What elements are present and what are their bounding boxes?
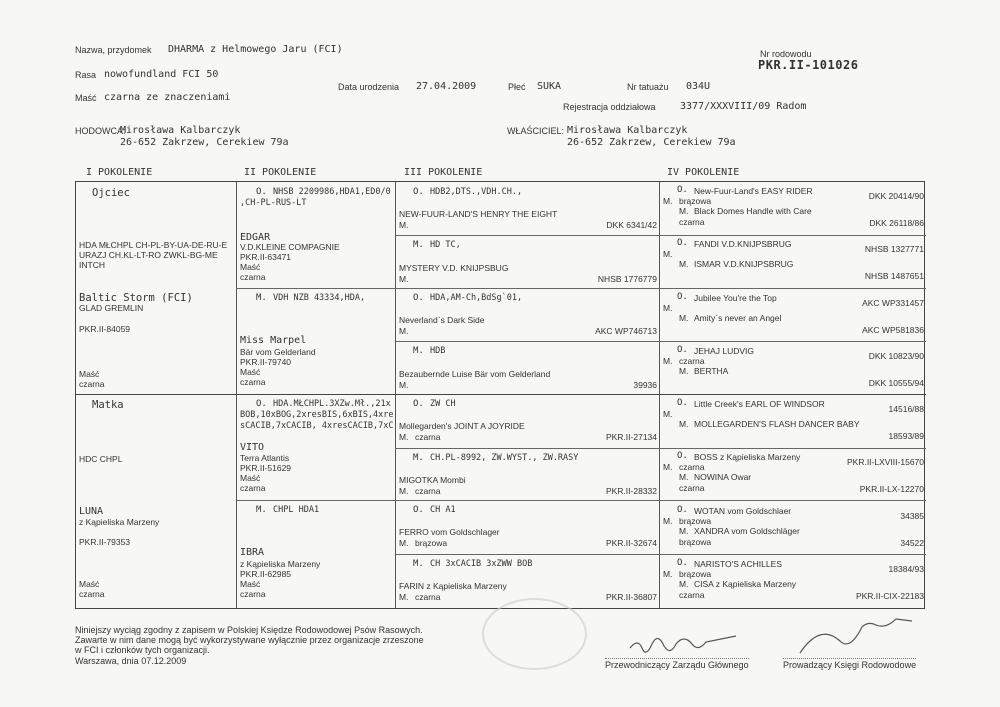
gen2-titles: CHPL HDA1 [273, 505, 320, 515]
gen4-sire-prefix: O. [677, 398, 688, 408]
gen4-sire-name: New-Fuur-Land's EASY RIDER [694, 186, 813, 196]
gen4-dam-name: Amity`s never an Angel [694, 313, 782, 323]
gen2-kennel: Terra Atlantis [240, 453, 290, 463]
mother-titles: HDC CHPL [79, 454, 123, 464]
father-color: czarna [79, 379, 105, 389]
footer-notice: Zawarte w nim dane mogą być wykorzystywane wyłącznie przez organizacje zrzeszone [75, 635, 424, 645]
gen4-dam-prefix: M. [679, 472, 689, 482]
gen3-name: FARIN z Kąpieliska Marzeny [399, 581, 507, 591]
column-header-gen1: I POKOLENIE [86, 167, 153, 178]
gen4-dam-prefix: M. [679, 526, 689, 536]
gen4-sire-reg: 14516/88 [888, 404, 924, 414]
gen4-sire-prefix: O. [677, 558, 688, 568]
gen4-dam-reg: DKK 26118/86 [869, 218, 924, 228]
round-stamp [482, 598, 587, 670]
gen4-sire-sex: M. [663, 356, 673, 366]
gen2-titles: HDA.MŁCHPL.3XZw.Mł.,21x [273, 399, 391, 409]
father-name: Baltic Storm (FCI) [79, 292, 193, 304]
gen3-reg: PKR.II-32674 [605, 538, 657, 548]
gen4-dam-prefix: M. [679, 366, 689, 376]
gen4-dam-name: ISMAR V.D.KNIJPSBRUG [694, 259, 794, 269]
signature-label-chairman: Przewodniczący Zarządu Głównego [605, 660, 749, 670]
gen3-titles: HDA,AM-Ch,BdSg`01, [430, 293, 523, 303]
gen4-sire-color: brązowa [679, 196, 712, 206]
father-kennel: GLAD GREMLIN [79, 303, 144, 313]
gen4-dam-reg: PKR.II-CIX-22183 [855, 591, 924, 601]
gen3-reg: 39936 [633, 380, 657, 390]
sex-label: Płeć [508, 82, 526, 92]
gen2-reg: PKR.II-62985 [240, 569, 292, 579]
gen3-name: Mollegarden's JOINT A JOYRIDE [399, 421, 525, 431]
gen4-sire-sex: M. [663, 569, 673, 579]
gen4-dam-reg: AKC WP581836 [862, 325, 924, 335]
gen4-sire-prefix: O. [677, 505, 688, 515]
column-header-gen4: IV POKOLENIE [667, 167, 740, 178]
gen4-dam-color: czarna [679, 483, 705, 493]
gen3-reg: PKR.II-28332 [605, 486, 657, 496]
owner-label: WŁAŚCICIEL: [507, 126, 565, 136]
gen4-dam-reg: 34522 [900, 538, 924, 548]
pedigree-table: Ojciec HDA MŁCHPL CH-PL-BY-UA-DE-RU-E URAZJ CH.KL-LT-RO ZWKL-BG-ME INTCH Baltic Storm (FCI) GLAD GREMLIN PKR.II-84059 Maść czarna Matka HDC CHPL LUNA z Kąpieliska Marzeny PKR.II-79353 Maść czarna O. NHSB 2209986,HDA1,ED0/0 ,CH-PL-RUS-LT EDGAR V.D.KLEINE COMPAGNIE PKR.II-63471 Maść czarna M. VDH NZB 43334,HDA, Miss Marpel Bär vom Gelderland PKR.II-79740 Maść czarna O. HDA.MŁCHPL.3XZw.Mł.,21x BOB,10xBOG,2xresBIS,6xBIS,4xre sCACIB,7xCACIB, 4xresCACIB,7xC VITO Terra Atlantis PKR.II-51629 Maść czarna M. CHPL HDA1 IBRA z Kąpieliska Marzeny PKR.II-62985 Maść czarna O. HDB2,DTS.,VDH.CH., NEW-FUUR-LAND'S HENRY THE EIGHT M. DKK 6341/42 M. HD TC, MYSTERY V.D. KNIJPSBUG M. NHSB 1776779 O. HDA,AM-Ch,BdSg`01, Neverland`s Dark Side M. AKC WP746713 M. HDB Bezaubernde Luise Bär vom Gelderland M. 39936 O. ZW CH Mollegarden's JOINT A JOYRIDE M. czarna PKR.II-27134 M. CH.PL-8992, ZW.WYST., ZW.RASY MIGOTKA Mombi M. czarna PKR.II-28332 O. CH A1 FERRO vom Goldschlager M. brązowa PKR.II-32674 M. CH 3xCACIB 3xZWW BOB FARIN z Kąpieliska Marzeny M. czarna PKR.II-36807 O. New-Fuur-Land's EASY RIDER M. brązowa DKK 20414/90 M. Black Domes Handle with Care czarna DKK 26118/86 O. FANDI V.D.KNIJPSBRUG M. NHSB 1327771 M. ISMAR V.D.KNIJPSBRUG NHSB 1487651 O. Jubilee You're the Top M. AKC WP331457 M. Amity`s never an Angel AKC WP581836 O. JEHAJ LUDVIG M. czarna DKK 10823/90 M. BERTHA DKK 10555/94 O. Little Creek's EARL OF WINDSOR M. 14516/88 M. MOLLEGARDEN'S FLASH DANCER BABY 18593/89 O. BOSS z Kąpieliska Marzeny M. czarna PKR.II-LXVIII-15670 M. NOWINA Owar czarna PKR.II-LX-12270 O. WOTAN vom Goldschlaer M. brązowa 34385 M. XANDRA vom Goldschläger brązowa 34522 O. NARISTO'S ACHILLES M. brązowa 18384/93 M. CISA z Kąpieliska Marzeny czarna PKR.II-CIX-22183 [75, 181, 925, 609]
gen4-dam-prefix: M. [679, 259, 689, 269]
gen3-titles: CH.PL-8992, ZW.WYST., ZW.RASY [430, 453, 579, 463]
father-reg: PKR.II-84059 [79, 324, 131, 334]
mother-name: LUNA [79, 506, 104, 517]
gen4-dam-prefix: M. [679, 206, 689, 216]
father-titles: HDA MŁCHPL CH-PL-BY-UA-DE-RU-E [79, 240, 228, 250]
gen4-dam-color: czarna [679, 217, 705, 227]
father-color-label: Maść [79, 369, 100, 379]
gen4-sire-name: Jubilee You're the Top [694, 293, 777, 303]
issue-date: Warszawa, dnia 07.12.2009 [75, 656, 187, 666]
gen4-dam-reg: NHSB 1487651 [864, 271, 924, 281]
gen4-sire-sex: M. [663, 196, 673, 206]
gen4-sire-name: JEHAJ LUDVIG [694, 346, 754, 356]
branch-value: 3377/XXXVIII/09 Radom [680, 101, 807, 112]
gen4-dam-name: MOLLEGARDEN'S FLASH DANCER BABY [694, 419, 860, 429]
gen2-kennel: z Kąpieliska Marzeny [240, 559, 321, 569]
gen4-dam-color: brązowa [679, 537, 712, 547]
gen4-sire-prefix: O. [677, 185, 688, 195]
gen4-sire-name: FANDI V.D.KNIJPSBRUG [694, 239, 792, 249]
gen2-kennel: Bär vom Gelderland [240, 347, 316, 357]
gen4-dam-name: NOWINA Owar [694, 472, 752, 482]
gen2-kennel: V.D.KLEINE COMPAGNIE [240, 242, 340, 252]
gen4-dam-prefix: M. [679, 579, 689, 589]
gen4-sire-reg: DKK 20414/90 [868, 191, 924, 201]
gen2-name: EDGAR [240, 232, 271, 243]
gen2-reg: PKR.II-79740 [240, 357, 292, 367]
gen2-color: czarna [240, 377, 266, 387]
breeder-name: Mirosława Kalbarczyk [120, 125, 241, 136]
gen3-name: FERRO vom Goldschlager [399, 527, 500, 537]
sex-value: SUKA [537, 81, 562, 92]
breed-label: Rasa [75, 70, 97, 80]
gen3-color: czarna [415, 432, 441, 442]
gen2-color-label: Maść [240, 579, 261, 589]
gen4-dam-color: czarna [679, 590, 705, 600]
gen3-name: Bezaubernde Luise Bär vom Gelderland [399, 369, 551, 379]
owner-name: Mirosława Kalbarczyk [567, 125, 688, 136]
gen3-titles: HD TC, [430, 240, 461, 250]
gen3-name: MIGOTKA Mombi [399, 475, 466, 485]
gen2-color-label: Maść [240, 473, 261, 483]
gen4-dam-name: CISA z Kąpieliska Marzeny [694, 579, 797, 589]
gen2-color: czarna [240, 272, 266, 282]
gen4-sire-name: WOTAN vom Goldschlaer [694, 506, 792, 516]
color-label: Maść [75, 93, 97, 103]
gen4-sire-color: brązowa [679, 569, 712, 579]
gen4-sire-prefix: O. [677, 238, 688, 248]
footer-notice: Niniejszy wyciąg zgodny z zapisem w Polskiej Księdze Rodowodowej Psów Rasowych. [75, 625, 423, 635]
gen3-titles: CH 3xCACIB 3xZWW BOB [430, 559, 533, 569]
gen4-dam-reg: 18593/89 [888, 431, 924, 441]
birth-label: Data urodzenia [338, 82, 400, 92]
gen4-dam-name: BERTHA [694, 366, 729, 376]
dog-name: DHARMA z Helmowego Jaru (FCI) [168, 44, 343, 55]
gen2-reg: PKR.II-63471 [240, 252, 292, 262]
gen3-name: Neverland`s Dark Side [399, 315, 485, 325]
mother-color: czarna [79, 589, 105, 599]
gen4-sire-sex: M. [663, 249, 673, 259]
gen2-name: VITO [240, 442, 265, 453]
gen4-sire-color: brązowa [679, 516, 712, 526]
name-label: Nazwa, przydomek [75, 45, 152, 55]
birth-value: 27.04.2009 [416, 81, 477, 92]
gen4-sire-reg: DKK 10823/90 [868, 351, 924, 361]
gen3-reg: NHSB 1776779 [597, 274, 657, 284]
gen2-titles: NHSB 2209986,HDA1,ED0/0 [273, 187, 391, 197]
gen2-color-label: Maść [240, 262, 261, 272]
column-header-gen2: II POKOLENIE [244, 167, 317, 178]
gen3-name: NEW-FUUR-LAND'S HENRY THE EIGHT [399, 209, 558, 219]
pedigree-number-label: Nr rodowodu [760, 49, 812, 59]
pedigree-number: PKR.II-101026 [758, 58, 859, 72]
gen2-name: Miss Marpel [240, 335, 307, 346]
gen4-sire-sex: M. [663, 409, 673, 419]
gen2-titles: sCACIB,7xCACIB, 4xresCACIB,7xC [240, 421, 394, 431]
gen2-titles: BOB,10xBOG,2xresBIS,6xBIS,4xre [240, 410, 394, 420]
tattoo-value: 034U [686, 81, 711, 92]
gen3-reg: DKK 6341/42 [606, 220, 657, 230]
gen4-dam-reg: PKR.II-LX-12270 [859, 484, 924, 494]
breed-value: nowofundland FCI 50 [104, 69, 219, 80]
gen4-dam-reg: DKK 10555/94 [868, 378, 924, 388]
gen3-titles: ZW CH [430, 399, 456, 409]
mother-kennel: z Kąpieliska Marzeny [79, 517, 160, 527]
gen4-sire-prefix: O. [677, 451, 688, 461]
breeder-address: 26-652 Zakrzew, Cerekiew 79a [120, 137, 289, 148]
gen3-color: brązowa [415, 538, 448, 548]
gen3-color: czarna [415, 592, 441, 602]
gen2-color: czarna [240, 589, 266, 599]
gen3-titles: HDB2,DTS.,VDH.CH., [430, 187, 523, 197]
gen3-reg: PKR.II-36807 [605, 592, 657, 602]
gen4-sire-sex: M. [663, 303, 673, 313]
gen2-color: czarna [240, 483, 266, 493]
gen3-color: czarna [415, 486, 441, 496]
gen2-color-label: Maść [240, 367, 261, 377]
gen4-dam-name: Black Domes Handle with Care [694, 206, 812, 216]
signature-label-registrar: Prowadzący Księgi Rodowodowe [783, 660, 917, 670]
gen4-sire-reg: AKC WP331457 [862, 298, 924, 308]
gen3-titles: CH A1 [430, 505, 456, 515]
gen4-sire-name: NARISTO'S ACHILLES [694, 559, 782, 569]
mother-label: Matka [92, 399, 124, 411]
gen4-sire-color: czarna [679, 462, 705, 472]
gen2-titles: ,CH-PL-RUS-LT [240, 198, 307, 208]
gen4-sire-reg: 34385 [900, 511, 924, 521]
mother-color-label: Maść [79, 579, 100, 589]
column-header-gen3: III POKOLENIE [404, 167, 483, 178]
gen3-reg: PKR.II-27134 [605, 432, 657, 442]
footer-notice: w FCI i członków tych organizacji. [75, 645, 210, 655]
gen4-sire-sex: M. [663, 516, 673, 526]
gen4-sire-reg: 18384/93 [888, 564, 924, 574]
gen4-dam-prefix: M. [679, 313, 689, 323]
gen4-sire-prefix: O. [677, 292, 688, 302]
gen4-sire-name: Little Creek's EARL OF WINDSOR [694, 399, 825, 409]
owner-address: 26-652 Zakrzew, Cerekiew 79a [567, 137, 736, 148]
father-titles: URAZJ CH.KL-LT-RO ZWKL-BG-ME [79, 250, 218, 260]
gen2-titles: VDH NZB 43334,HDA, [273, 293, 366, 303]
gen4-sire-sex: M. [663, 462, 673, 472]
gen2-name: IBRA [240, 547, 265, 558]
mother-reg: PKR.II-79353 [79, 537, 131, 547]
breeder-label: HODOWCA: [75, 126, 126, 136]
gen4-sire-prefix: O. [677, 345, 688, 355]
father-label: Ojciec [92, 187, 130, 199]
gen4-sire-reg: PKR.II-LXVIII-15670 [846, 457, 924, 467]
gen3-reg: AKC WP746713 [595, 326, 657, 336]
branch-label: Rejestracja oddziałowa [563, 102, 656, 112]
gen4-sire-name: BOSS z Kąpieliska Marzeny [694, 452, 801, 462]
gen4-dam-name: XANDRA vom Goldschläger [694, 526, 800, 536]
gen3-titles: HDB [430, 346, 446, 356]
gen2-reg: PKR.II-51629 [240, 463, 292, 473]
gen4-sire-color: czarna [679, 356, 705, 366]
gen3-name: MYSTERY V.D. KNIJPSBUG [399, 263, 509, 273]
tattoo-label: Nr tatuażu [627, 82, 669, 92]
father-titles: INTCH [79, 260, 105, 270]
gen4-sire-reg: NHSB 1327771 [864, 244, 924, 254]
gen4-dam-prefix: M. [679, 419, 689, 429]
color-value: czarna ze znaczeniami [104, 92, 231, 103]
